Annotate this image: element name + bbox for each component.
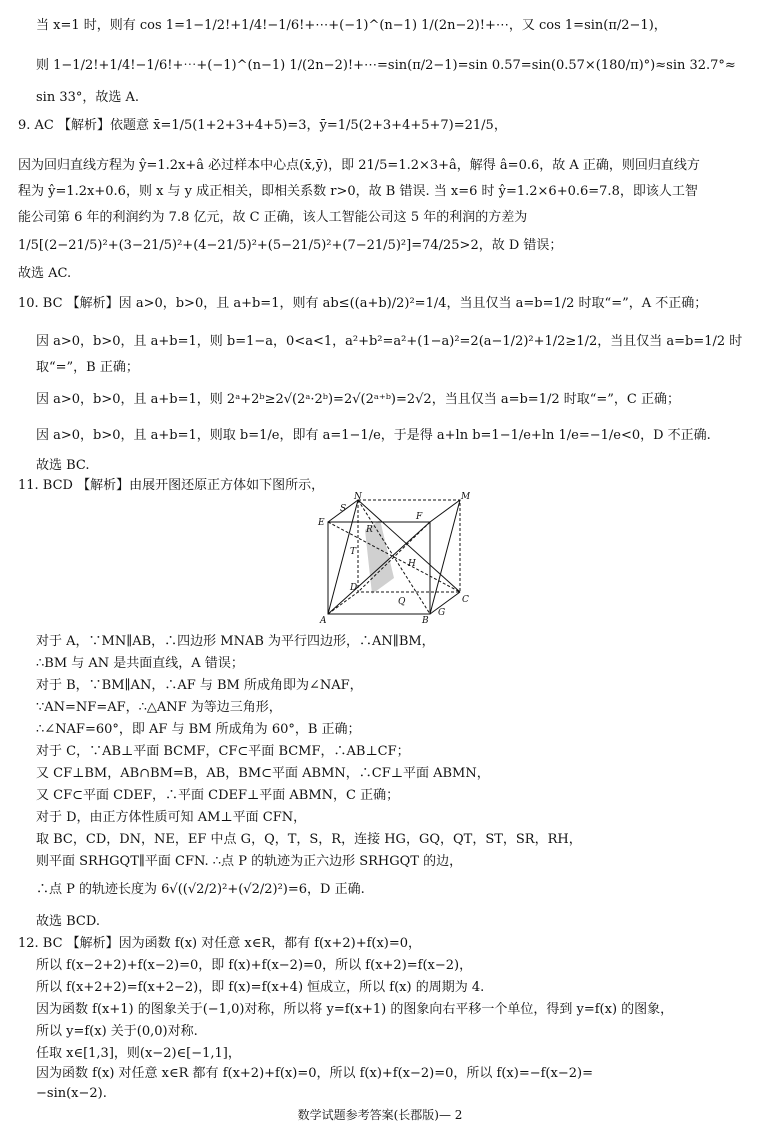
text-line: 对于 A，∵MN∥AB，∴四边形 MNAB 为平行四边形，∴AN∥BM， <box>36 634 435 649</box>
text-line: 故选 BCD. <box>36 914 100 929</box>
text-line: ∴点 P 的轨迹长度为 6√((√2/2)²+(√2/2)²)=6，D 正确. <box>36 882 365 897</box>
vertex-label: M <box>461 492 470 502</box>
text-line: 所以 f(x+2+2)=f(x+2−2)，即 f(x)=f(x+4) 恒成立，所以 f(x) 的周期为 4. <box>36 980 485 995</box>
vertex-label: S <box>340 504 347 514</box>
text-line: 11. BCD 【解析】由展开图还原正方体如下图所示， <box>18 478 325 493</box>
text-line: 因 a>0，b>0，且 a+b=1，则 b=1−a，0<a<1，a²+b²=a²+(1−a)²=2(a−1/2)²+1/2≥1/2，当且仅当 a=b=1/2 时 <box>36 334 743 349</box>
text-line: 对于 C，∵AB⊥平面 BCMF，CF⊂平面 BCMF，∴AB⊥CF； <box>36 744 410 759</box>
text-line: 因为回归直线方程为 ŷ=1.2x+â 必过样本中心点(x̄,ȳ)，即 21/5=1.2×3+â，解得 â=0.6，故 A 正确，则回归直线方 <box>18 158 700 173</box>
text-line: 9. AC 【解析】依题意 x̄=1/5(1+2+3+4+5)=3，ȳ=1/5(2+3+4+5+7)=21/5， <box>18 118 507 133</box>
text-line: 当 x=1 时，则有 cos 1=1−1/2!+1/4!−1/6!+⋯+(−1)^(n−1) 1/(2n−2)!+⋯，又 cos 1=sin(π/2−1)， <box>36 18 667 33</box>
text-line: 因为函数 f(x) 对任意 x∈R 都有 f(x+2)+f(x)=0，所以 f(x)+f(x−2)=0，所以 f(x)=−f(x−2)= <box>36 1066 593 1081</box>
text-line: 因 a>0，b>0，且 a+b=1，则取 b=1/e，即有 a=1−1/e，于是得 a+ln b=1−1/e+ln 1/e=−1/e<0，D 不正确. <box>36 428 711 443</box>
text-line: sin 33°，故选 A. <box>36 90 140 105</box>
text-line: 取 BC，CD，DN，NE，EF 中点 G，Q，T，S，R，连接 HG，GQ，QT，ST，SR，RH， <box>36 832 582 847</box>
page-footer: 数学试题参考答案(长郡版)— 2 <box>297 1108 463 1122</box>
text-line: 因 a>0，b>0，且 a+b=1，则 2ᵃ+2ᵇ≥2√(2ᵃ·2ᵇ)=2√(2ᵃ⁺ᵇ)=2√2，当且仅当 a=b=1/2 时取“=”，C 正确； <box>36 392 681 407</box>
text-line: ∴∠NAF=60°，即 AF 与 BM 所成角为 60°，B 正确； <box>36 722 361 737</box>
text-line: 12. BC 【解析】因为函数 f(x) 对任意 x∈R，都有 f(x+2)+f(x)=0， <box>18 936 422 951</box>
text-line: 所以 y=f(x) 关于(0,0)对称. <box>36 1024 198 1039</box>
vertex-label: T <box>350 547 357 557</box>
text-line: ∵AN=NF=AF，∴△ANF 为等边三角形， <box>36 700 282 715</box>
text-line: 程为 ŷ=1.2x+0.6，则 x 与 y 成正相关，即相关系数 r>0，故 B 错误. 当 x=6 时 ŷ=1.2×6+0.6=7.8，即该人工智 <box>18 184 698 199</box>
text-line: 10. BC 【解析】因 a>0，b>0，且 a+b=1，则有 ab≤((a+b)/2)²=1/4，当且仅当 a=b=1/2 时取“=”，A 不正确； <box>18 296 708 311</box>
vertex-label: E <box>318 518 325 528</box>
vertex-label: Q <box>398 597 406 607</box>
vertex-label: B <box>422 616 429 624</box>
text-line: 故选 BC. <box>36 458 90 473</box>
vertex-label: C <box>462 595 469 605</box>
vertex-label: A <box>320 616 327 624</box>
text-line: 所以 f(x−2+2)+f(x−2)=0，即 f(x)+f(x−2)=0，所以 f(x+2)=f(x−2)， <box>36 958 473 973</box>
vertex-label: G <box>438 608 446 618</box>
vertex-label: D <box>350 583 358 593</box>
cube-figure <box>310 492 470 624</box>
vertex-label: N <box>354 492 362 502</box>
text-line: 又 CF⊂平面 CDEF，∴平面 CDEF⊥平面 ABMN，C 正确； <box>36 788 400 803</box>
text-line: ∴BM 与 AN 是共面直线，A 错误； <box>36 656 244 671</box>
text-line: 对于 D，由正方体性质可知 AM⊥平面 CFN， <box>36 810 307 825</box>
text-line: 则 1−1/2!+1/4!−1/6!+⋯+(−1)^(n−1) 1/(2n−2)!+⋯=sin(π/2−1)=sin 0.57=sin(0.57×(180/π)°)≈sin 32.7°≈ <box>36 58 736 73</box>
text-line: 取“=”，B 正确； <box>36 360 139 375</box>
text-line: 能公司第 6 年的利润约为 7.8 亿元，故 C 正确，该人工智能公司这 5 年的利润的方差为 <box>18 210 528 225</box>
text-line: 故选 AC. <box>18 266 72 281</box>
text-line: 任取 x∈[1,3]，则(x−2)∈[−1,1]， <box>36 1046 241 1061</box>
vertex-label: H <box>408 559 416 569</box>
text-line: 对于 B，∵BM∥AN，∴AF 与 BM 所成角即为∠NAF， <box>36 678 363 693</box>
text-line: 1/5[(2−21/5)²+(3−21/5)²+(4−21/5)²+(5−21/5)²+(7−21/5)²]=74/25>2，故 D 错误； <box>18 238 563 253</box>
text-line: 因为函数 f(x+1) 的图象关于(−1,0)对称，所以将 y=f(x+1) 的图象向右平移一个单位，得到 y=f(x) 的图象， <box>36 1002 674 1017</box>
text-line: 则平面 SRHGQT∥平面 CFN. ∴点 P 的轨迹为正六边形 SRHGQT 的边， <box>36 854 463 869</box>
vertex-label: F <box>416 512 423 522</box>
text-line: 又 CF⊥BM，AB∩BM=B，AB，BM⊂平面 ABMN，∴CF⊥平面 ABMN， <box>36 766 490 781</box>
text-line: −sin(x−2). <box>36 1086 107 1101</box>
vertex-label: R <box>366 525 373 535</box>
